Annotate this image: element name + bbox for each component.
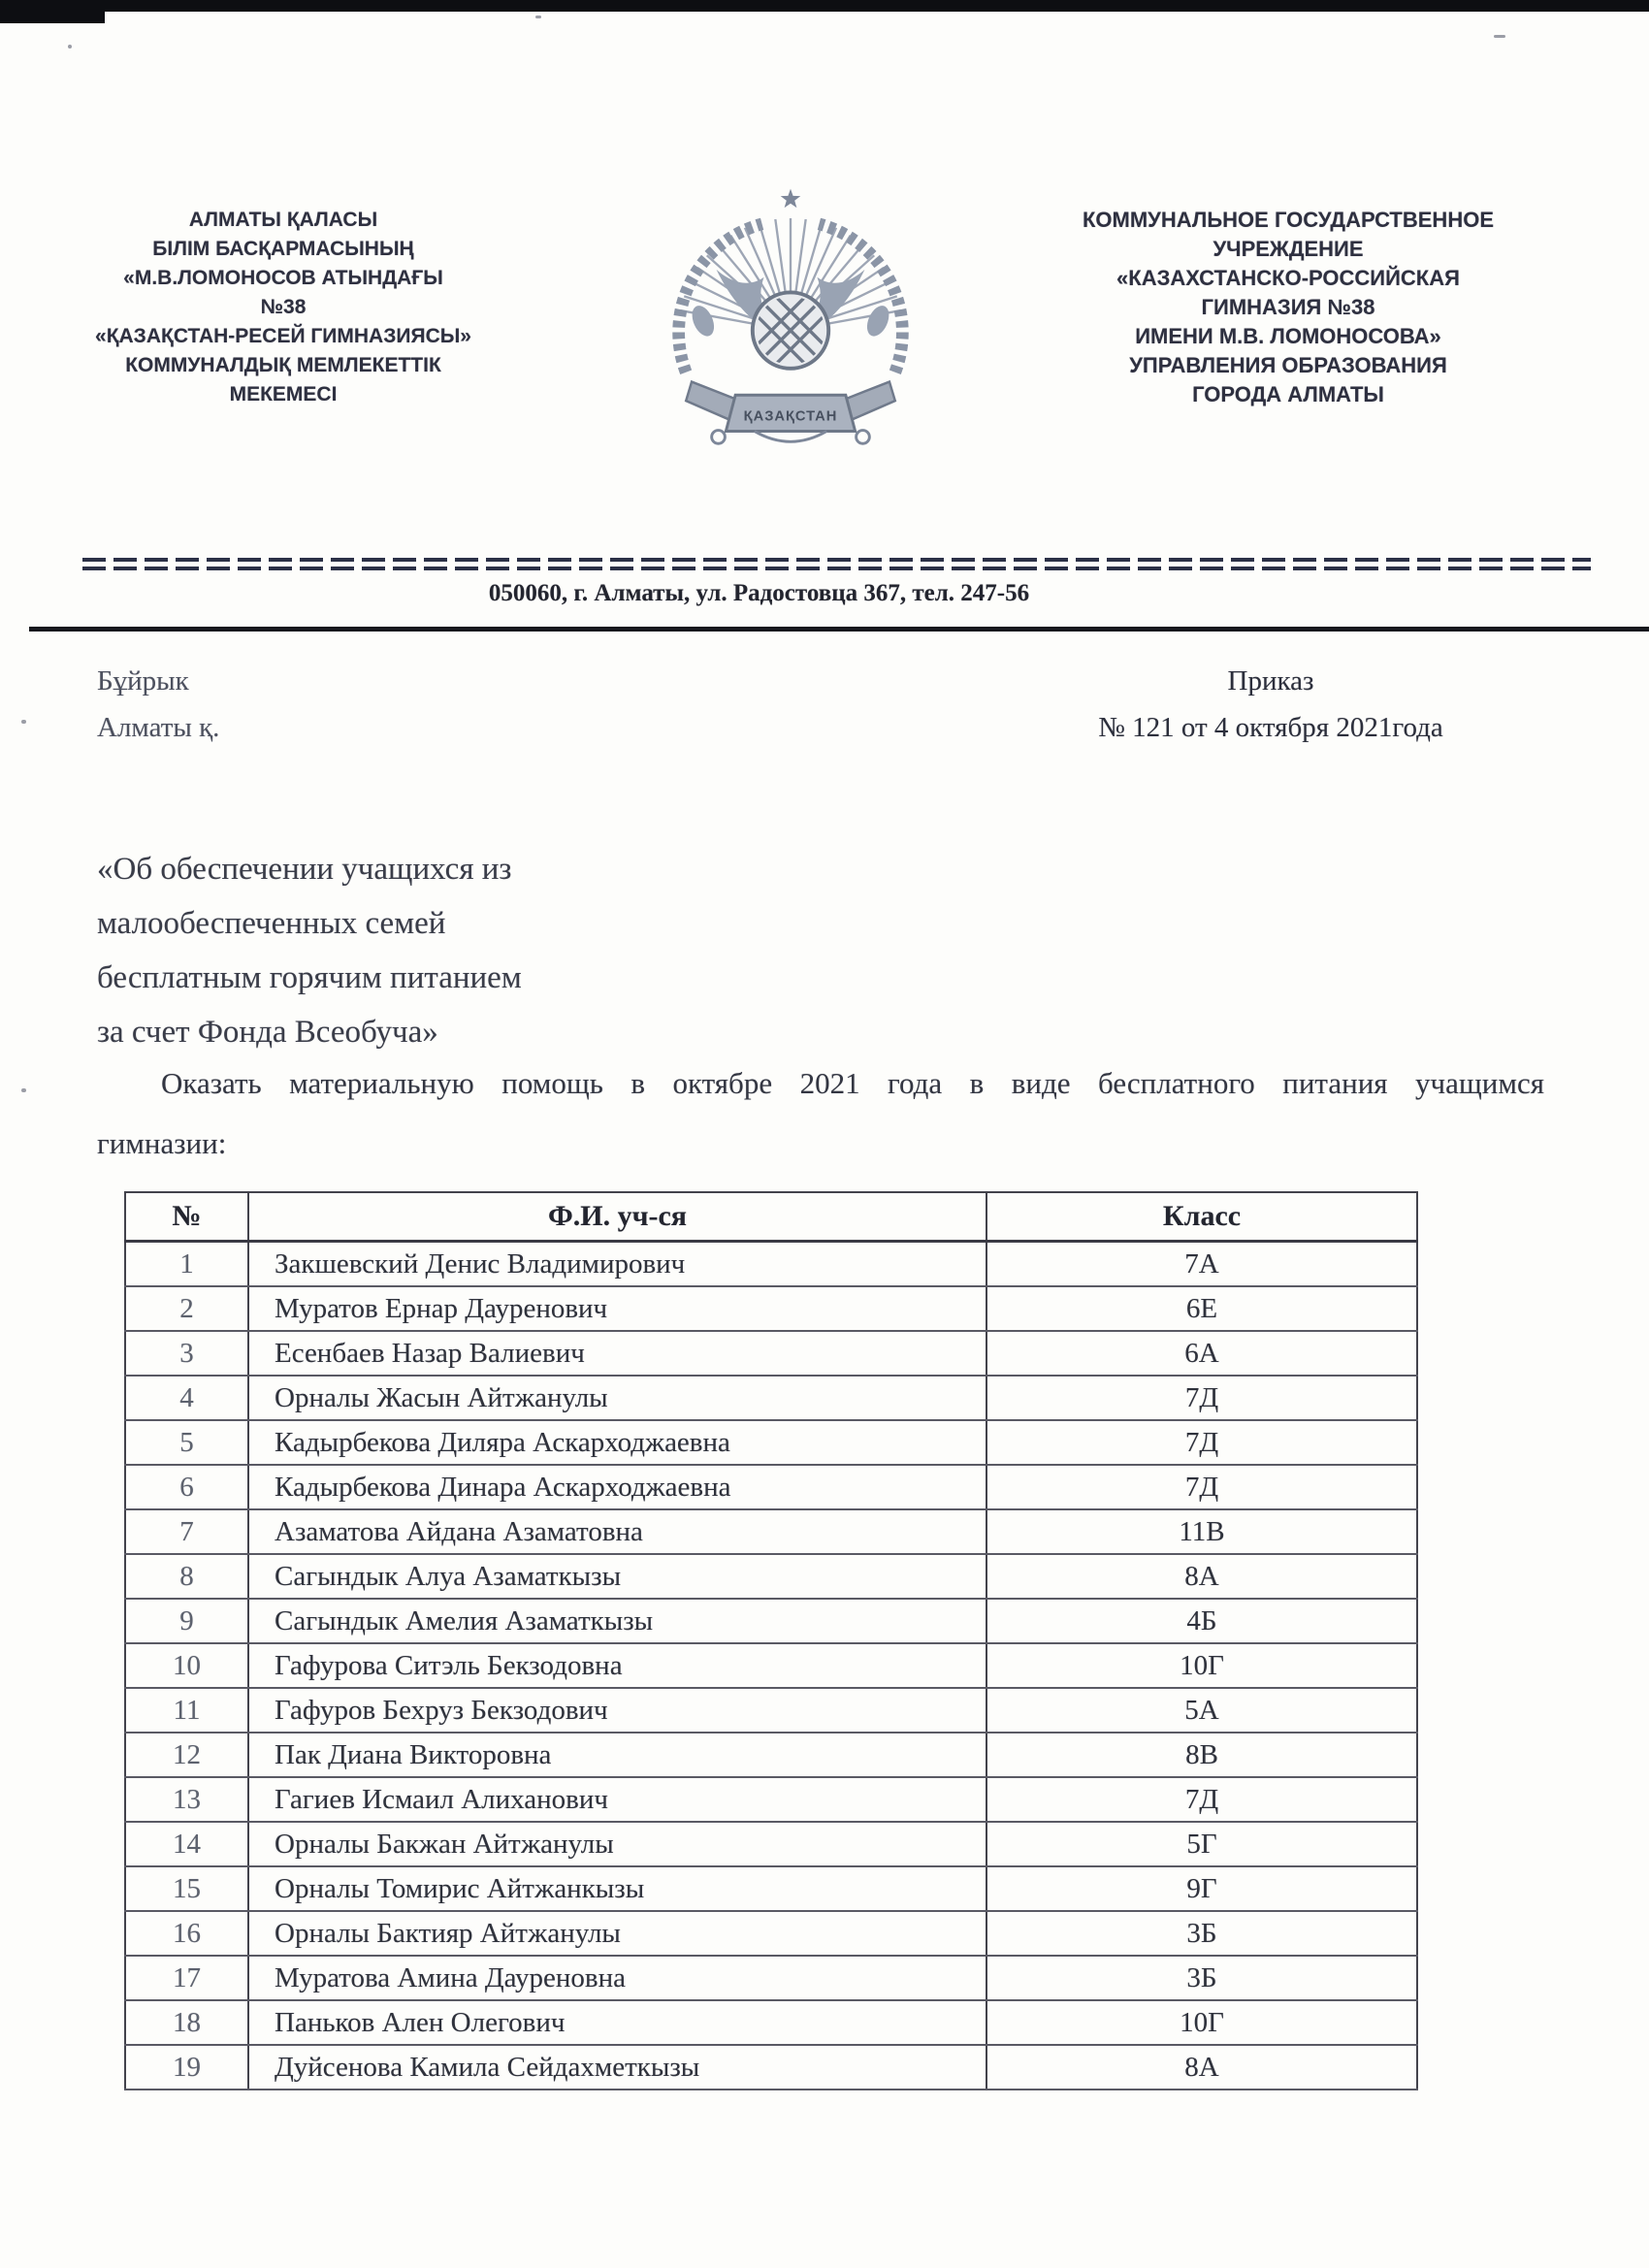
cell-student-class: 3Б (986, 1911, 1417, 1956)
cell-row-number: 15 (125, 1866, 248, 1911)
subject-line: за счет Фонда Всеобуча» (97, 1015, 438, 1050)
org-line: «ҚАЗАҚСТАН-РЕСЕЙ ГИМНАЗИЯСЫ» (95, 325, 471, 347)
address-line: 050060, г. Алматы, ул. Радостовца 367, тел. 247-56 (488, 580, 1030, 606)
solid-divider (29, 627, 1649, 632)
org-line: ГОРОДА АЛМАТЫ (1192, 382, 1384, 406)
cell-row-number: 19 (125, 2045, 248, 2090)
table-row (125, 2000, 1417, 2045)
cell-row-number: 6 (125, 1465, 248, 1509)
cell-row-number: 7 (125, 1509, 248, 1554)
scan-speck (68, 45, 72, 49)
scan-edge-bar (0, 0, 1649, 12)
org-line: БІЛІМ БАСҚАРМАСЫНЫҢ (152, 238, 414, 260)
cell-student-class: 11В (986, 1509, 1417, 1554)
cell-student-name: Сагындык Алуа Азаматкызы (248, 1554, 986, 1599)
scan-speck (21, 1088, 26, 1092)
table-row (125, 1420, 1417, 1465)
subject-line: малообеспеченных семей (97, 906, 446, 941)
cell-student-class: 5А (986, 1688, 1417, 1733)
table-row (125, 1465, 1417, 1509)
table-row (125, 1554, 1417, 1599)
cell-row-number: 12 (125, 1733, 248, 1777)
cell-student-name: Сагындык Амелия Азаматкызы (248, 1599, 986, 1643)
table-row (125, 1286, 1417, 1331)
order-heading-russian (1028, 658, 1513, 751)
cell-student-name: Гафуров Бехруз Бекзодович (248, 1688, 986, 1733)
cell-student-name: Дуйсенова Камила Сейдахметкызы (248, 2045, 986, 2090)
cell-student-class: 7Д (986, 1376, 1417, 1420)
cell-student-name: Паньков Ален Олегович (248, 2000, 986, 2045)
table-row (125, 1733, 1417, 1777)
kazakhstan-coat-of-arms-icon (648, 171, 933, 456)
org-line: МЕКЕМЕСІ (229, 383, 338, 405)
cell-row-number: 13 (125, 1777, 248, 1822)
table-header-row (125, 1192, 1417, 1242)
cell-row-number: 4 (125, 1376, 248, 1420)
scan-edge-bar-corner (0, 0, 105, 23)
cell-student-class: 7А (986, 1242, 1417, 1287)
table-row (125, 1688, 1417, 1733)
cell-student-name: Закшевский Денис Владимирович (248, 1242, 986, 1287)
subject-line: бесплатным горячим питанием (97, 960, 522, 995)
cell-student-class: 10Г (986, 2000, 1417, 2045)
org-name-russian (987, 206, 1589, 409)
cell-row-number: 3 (125, 1331, 248, 1376)
org-line: ГИМНАЗИЯ №38 (1201, 295, 1375, 319)
table-row (125, 1242, 1417, 1287)
org-line: ИМЕНИ М.В. ЛОМОНОСОВА» (1135, 324, 1441, 348)
org-line: №38 (260, 296, 307, 318)
order-city: Алматы қ. (97, 712, 220, 743)
cell-student-class: 5Г (986, 1822, 1417, 1866)
table-row (125, 1376, 1417, 1420)
cell-student-class: 8А (986, 1554, 1417, 1599)
cell-row-number: 1 (125, 1242, 248, 1287)
table-row (125, 2045, 1417, 2090)
org-name-kazakh (89, 206, 477, 409)
cell-student-name: Есенбаев Назар Валиевич (248, 1331, 986, 1376)
cell-student-name: Пак Диана Викторовна (248, 1733, 986, 1777)
table-row (125, 1643, 1417, 1688)
cell-student-class: 6Е (986, 1286, 1417, 1331)
cell-student-class: 9Г (986, 1866, 1417, 1911)
cell-student-class: 7Д (986, 1465, 1417, 1509)
cell-student-class: 7Д (986, 1420, 1417, 1465)
subject-line: «Об обеспечении учащихся из (97, 852, 512, 887)
order-subject (97, 842, 522, 1059)
cell-student-name: Орналы Бактияр Айтжанулы (248, 1911, 986, 1956)
cell-student-class: 3Б (986, 1956, 1417, 2000)
order-number: № 121 от 4 октября 2021года (1098, 712, 1443, 743)
cell-row-number: 17 (125, 1956, 248, 2000)
table-row (125, 1777, 1417, 1822)
cell-row-number: 9 (125, 1599, 248, 1643)
emblem-banner-text: ҚАЗАҚСТАН (743, 408, 838, 425)
cell-row-number: 5 (125, 1420, 248, 1465)
cell-student-class: 7Д (986, 1777, 1417, 1822)
students-table (124, 1191, 1418, 2090)
table-row (125, 1822, 1417, 1866)
cell-student-name: Орналы Жасын Айтжанулы (248, 1376, 986, 1420)
table-row (125, 1956, 1417, 2000)
org-line: «КАЗАХСТАНСКО-РОССИЙСКАЯ (1116, 266, 1460, 290)
cell-row-number: 10 (125, 1643, 248, 1688)
cell-student-name: Орналы Томирис Айтжанкызы (248, 1866, 986, 1911)
cell-row-number: 16 (125, 1911, 248, 1956)
col-header-num: № (125, 1192, 248, 1242)
cell-student-name: Муратов Ернар Дауренович (248, 1286, 986, 1331)
order-heading-kazakh (97, 658, 219, 751)
cell-row-number: 2 (125, 1286, 248, 1331)
dashed-divider (82, 567, 1591, 570)
org-line: АЛМАТЫ ҚАЛАСЫ (188, 209, 378, 231)
org-line: КОММУНАЛДЫҚ МЕМЛЕКЕТТІК (125, 354, 441, 376)
order-label-ru: Приказ (1227, 665, 1314, 697)
cell-student-class: 6А (986, 1331, 1417, 1376)
cell-row-number: 11 (125, 1688, 248, 1733)
cell-student-name: Кадырбекова Диляра Аскарходжаевна (248, 1420, 986, 1465)
table-row (125, 1331, 1417, 1376)
table-row (125, 1866, 1417, 1911)
cell-student-name: Азаматова Айдана Азаматовна (248, 1509, 986, 1554)
cell-student-name: Кадырбекова Динара Аскарходжаевна (248, 1465, 986, 1509)
org-line: «М.В.ЛОМОНОСОВ АТЫНДАҒЫ (123, 267, 443, 289)
cell-student-name: Гагиев Исмаил Алиханович (248, 1777, 986, 1822)
scan-speck (21, 720, 26, 724)
cell-row-number: 18 (125, 2000, 248, 2045)
dashed-divider (82, 558, 1591, 562)
table-row (125, 1911, 1417, 1956)
cell-row-number: 14 (125, 1822, 248, 1866)
table-row (125, 1509, 1417, 1554)
cell-student-class: 8В (986, 1733, 1417, 1777)
order-label-kk: Бұйрык (97, 665, 189, 697)
cell-student-name: Муратова Амина Дауреновна (248, 1956, 986, 2000)
org-line: УЧРЕЖДЕНИЕ (1212, 237, 1364, 261)
col-header-name: Ф.И. уч-ся (248, 1192, 986, 1242)
cell-student-class: 4Б (986, 1599, 1417, 1643)
cell-student-class: 10Г (986, 1643, 1417, 1688)
cell-student-name: Гафурова Ситэль Бекзодовна (248, 1643, 986, 1688)
org-line: УПРАВЛЕНИЯ ОБРАЗОВАНИЯ (1129, 353, 1447, 377)
table-row (125, 1599, 1417, 1643)
cell-row-number: 8 (125, 1554, 248, 1599)
scan-speck (535, 16, 541, 18)
cell-student-class: 8А (986, 2045, 1417, 2090)
body-paragraph: Оказать материальную помощь в октябре 2021 года в виде бесплатного питания учащимся гимназии: (97, 1066, 1544, 1160)
col-header-class: Класс (986, 1192, 1417, 1242)
scan-speck (1494, 35, 1505, 38)
cell-student-name: Орналы Бакжан Айтжанулы (248, 1822, 986, 1866)
org-line: КОММУНАЛЬНОЕ ГОСУДАРСТВЕННОЕ (1082, 208, 1494, 232)
